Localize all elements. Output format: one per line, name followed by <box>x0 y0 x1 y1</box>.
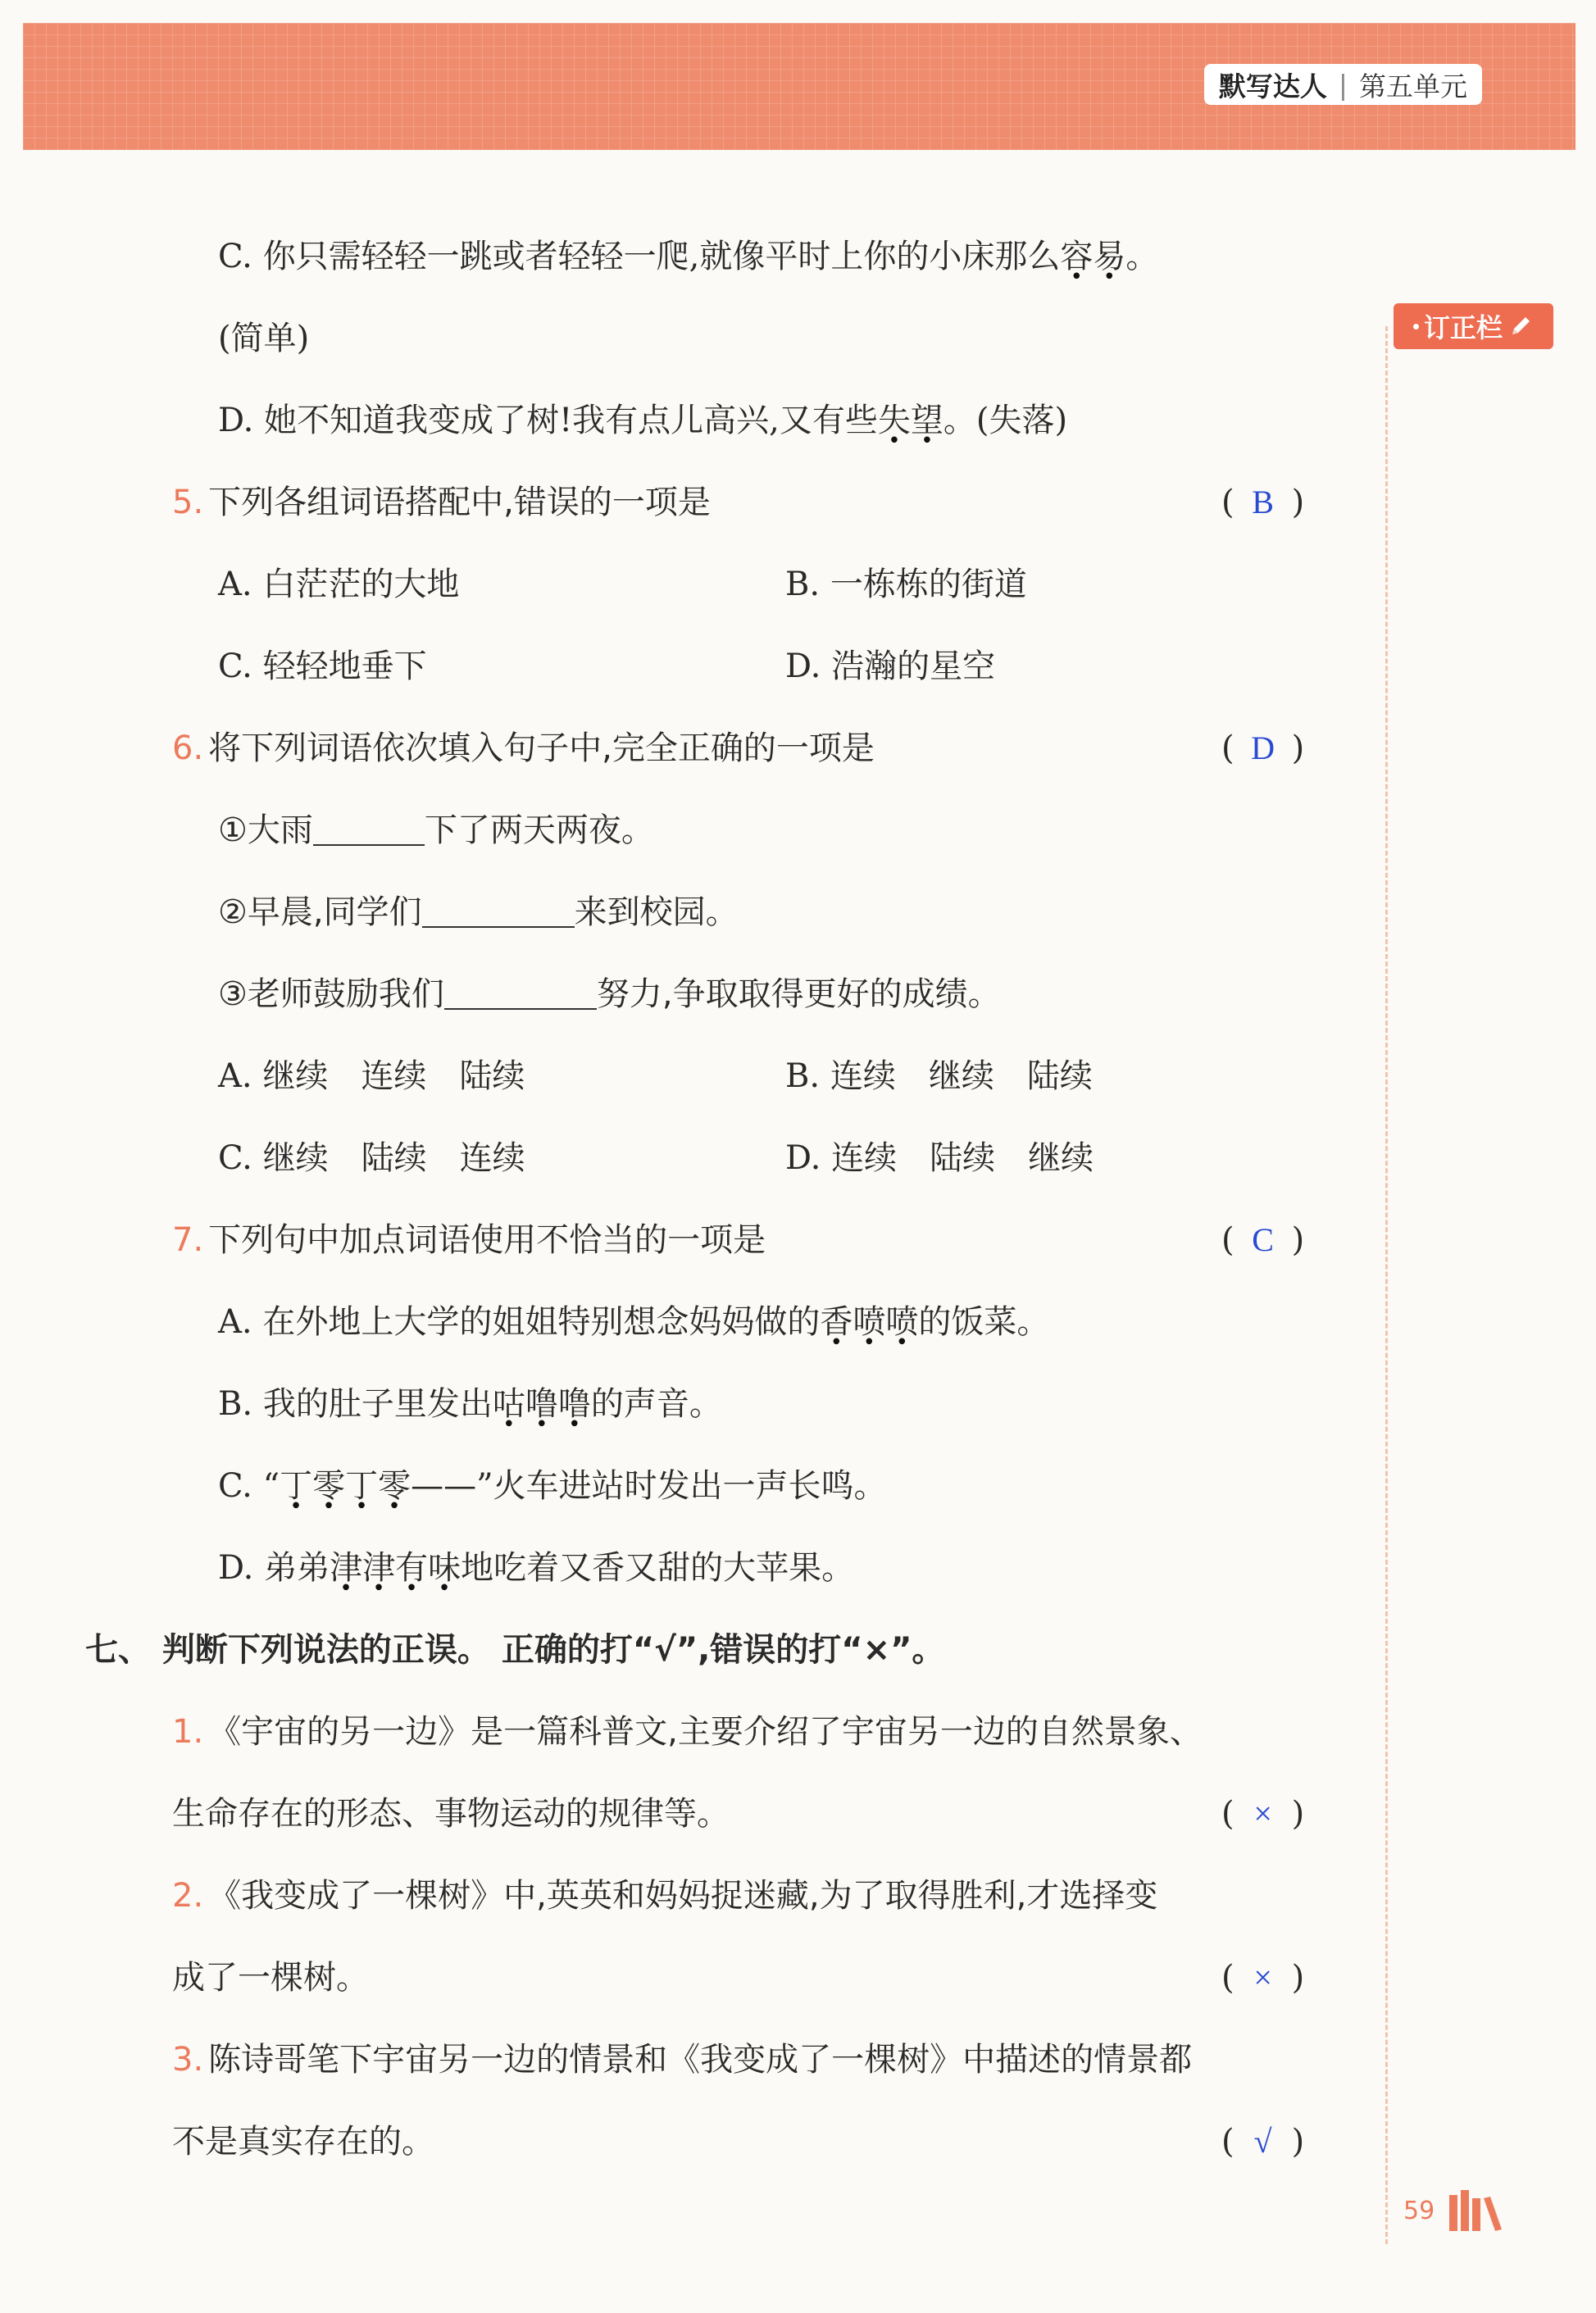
header-title: 默写达人 <box>1218 70 1327 102</box>
judge-item-3-line2: 不是真实存在的。 <box>172 2123 434 2161</box>
judge-item-3: 3. 陈诗哥笔下宇宙另一边的情景和《我变成了一棵树》中描述的情景都 <box>172 2041 1193 2079</box>
q6-sentence-2: ②早晨,同学们 来到校园。 <box>218 888 739 937</box>
answer-6: ( D ) <box>1221 729 1305 767</box>
q7-option-d: D. 弟弟津津有味地吃着又香又甜的大苹果。 <box>218 1549 855 1587</box>
q6-sentence-1: ①大雨 下了两天两夜。 <box>218 806 654 855</box>
q5-option-b: B. 一栋栋的街道 <box>785 566 1027 603</box>
q7-option-a: A. 在外地上大学的姐姐特别想念妈妈做的香喷喷的饭菜。 <box>218 1303 1050 1341</box>
question-7: 7. 下列句中加点词语使用不恰当的一项是 <box>172 1221 766 1259</box>
bullet-icon <box>1413 324 1419 329</box>
answer-5: ( B ) <box>1221 484 1305 521</box>
header-tag <box>1204 64 1482 105</box>
page-number: 59 <box>1403 2197 1435 2225</box>
question-5: 5. 下列各组词语搭配中,错误的一项是 <box>172 484 711 521</box>
judge-item-2-line2: 成了一棵树。 <box>172 1959 369 1997</box>
correction-column-tab <box>1394 303 1553 349</box>
judge-answer-2: ( × ) <box>1221 1959 1305 1997</box>
q6-option-b: B. 连续 继续 陆续 <box>785 1057 1093 1095</box>
judge-item-2: 2. 《我变成了一棵树》中,英英和妈妈捉迷藏,为了取得胜利,才选择变 <box>172 1877 1158 1915</box>
q7-option-c: C. “丁零丁零——”火车进站时发出一声长鸣。 <box>218 1467 887 1505</box>
q6-sentence-3: ③老师鼓励我们 努力,争取取得更好的成绩。 <box>218 970 1001 1019</box>
option-d: D. 她不知道我变成了树!我有点儿高兴,又有些失望。(失落) <box>218 402 1068 439</box>
books-icon <box>1448 2187 1505 2233</box>
option-c: C. 你只需轻轻一跳或者轻轻一爬,就像平时上你的小床那么容易。 <box>218 238 1159 275</box>
correction-column-divider <box>1385 326 1388 2244</box>
judge-answer-1: ( × ) <box>1221 1795 1305 1833</box>
header-banner <box>23 23 1576 150</box>
header-separator: | <box>1338 68 1348 101</box>
option-c-paren: (简单) <box>218 320 310 357</box>
fill-blank <box>422 890 575 928</box>
section-7-title: 七、 判断下列说法的正误。 正确的打“√”,错误的打“×”。 <box>85 1631 945 1669</box>
fill-blank <box>444 972 597 1010</box>
q5-option-a: A. 白茫茫的大地 <box>218 566 460 603</box>
q7-option-b: B. 我的肚子里发出咕噜噜的声音。 <box>218 1385 722 1423</box>
q6-option-a: A. 继续 连续 陆续 <box>218 1057 525 1095</box>
correction-column-label: 订正栏 <box>1423 312 1503 343</box>
q6-option-d: D. 连续 陆续 继续 <box>785 1139 1094 1177</box>
q5-option-c: C. 轻轻地垂下 <box>218 648 427 685</box>
answer-7: ( C ) <box>1221 1221 1305 1259</box>
q5-option-d: D. 浩瀚的星空 <box>785 648 996 685</box>
fill-blank <box>313 808 425 846</box>
q6-option-c: C. 继续 陆续 连续 <box>218 1139 525 1177</box>
judge-item-1-line2: 生命存在的形态、事物运动的规律等。 <box>172 1795 730 1833</box>
judge-item-1: 1. 《宇宙的另一边》是一篇科普文,主要介绍了宇宙另一边的自然景象、 <box>172 1713 1203 1751</box>
judge-answer-3: ( √ ) <box>1221 2123 1305 2161</box>
pencil-icon <box>1507 313 1534 339</box>
question-6: 6. 将下列词语依次填入句子中,完全正确的一项是 <box>172 729 875 767</box>
header-unit: 第五单元 <box>1359 70 1467 102</box>
